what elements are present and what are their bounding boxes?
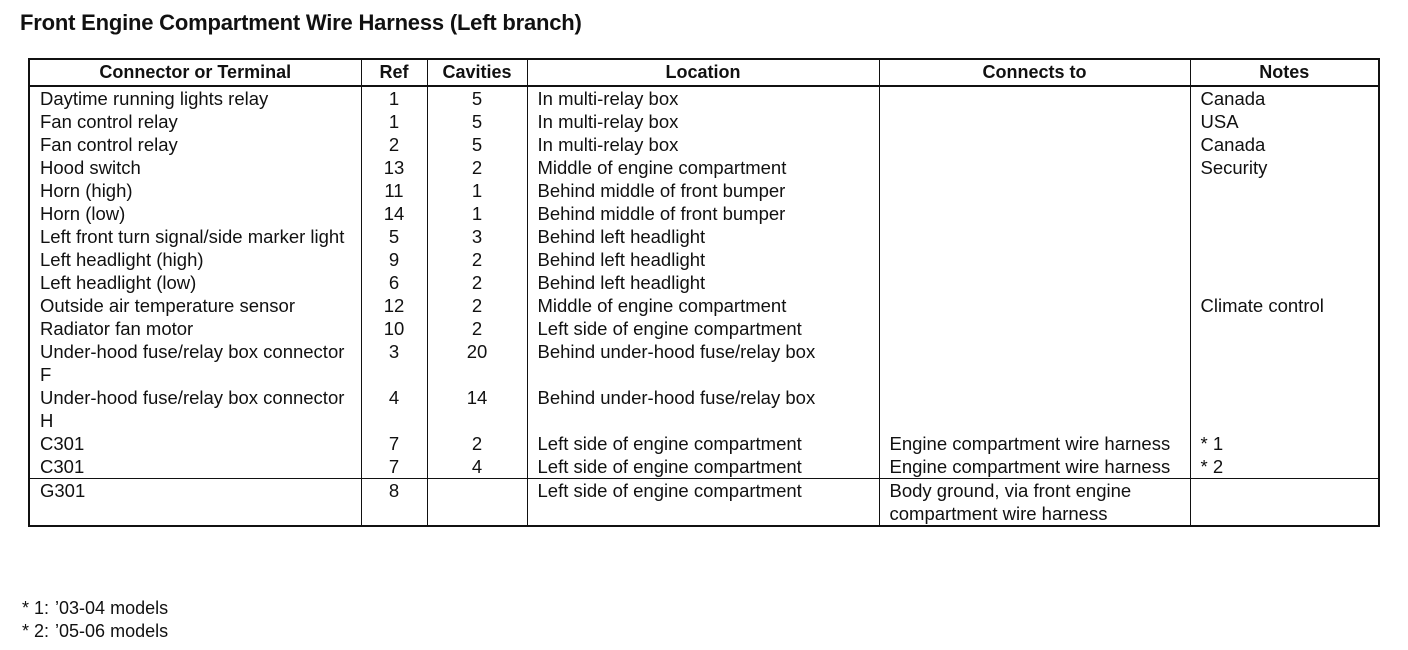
- table-row: [29, 248, 1379, 271]
- connects-to-cell: [879, 225, 1190, 248]
- connector-cell: Horn (high): [29, 179, 361, 202]
- page-title: Front Engine Compartment Wire Harness (Left branch): [20, 10, 582, 35]
- connects-to-cell: [879, 271, 1190, 294]
- notes-cell: Climate control: [1190, 294, 1379, 317]
- table-row: [29, 110, 1379, 133]
- ref-cell: 1: [361, 86, 427, 110]
- location-cell: Middle of engine compartment: [527, 156, 879, 179]
- ref-cell: 13: [361, 156, 427, 179]
- location-cell: Behind left headlight: [527, 248, 879, 271]
- cavities-cell: 2: [427, 317, 527, 340]
- connects-to-cell: [879, 86, 1190, 110]
- notes-cell: [1190, 248, 1379, 271]
- connector-cell: Hood switch: [29, 156, 361, 179]
- table-row: [29, 271, 1379, 294]
- connects-to-cell: Engine compartment wire harness: [879, 432, 1190, 455]
- connects-to-cell: [879, 340, 1190, 386]
- table-row: [29, 479, 1379, 527]
- table-row: [29, 179, 1379, 202]
- connector-cell: Outside air temperature sensor: [29, 294, 361, 317]
- connects-to-cell: [879, 294, 1190, 317]
- footnote-mark: * 1:: [22, 598, 50, 618]
- location-cell: Behind middle of front bumper: [527, 202, 879, 225]
- cavities-cell: 20: [427, 340, 527, 386]
- location-cell: Behind middle of front bumper: [527, 179, 879, 202]
- ref-cell: 4: [361, 386, 427, 432]
- cavities-cell: 5: [427, 110, 527, 133]
- cavities-cell: 5: [427, 133, 527, 156]
- table-row: [29, 294, 1379, 317]
- location-cell: Left side of engine compartment: [527, 432, 879, 455]
- column-header-connects-to: Connects to: [879, 59, 1190, 86]
- connects-to-cell: [879, 179, 1190, 202]
- ref-cell: 9: [361, 248, 427, 271]
- connector-cell: Left headlight (high): [29, 248, 361, 271]
- ref-cell: 2: [361, 133, 427, 156]
- footnote-text: ’03-04 models: [55, 598, 169, 618]
- notes-cell: * 1: [1190, 432, 1379, 455]
- connector-cell: Under-hood fuse/relay box connector F: [29, 340, 361, 386]
- cavities-cell: 5: [427, 86, 527, 110]
- location-cell: Behind under-hood fuse/relay box: [527, 340, 879, 386]
- footnote: [22, 597, 168, 620]
- notes-cell: [1190, 386, 1379, 432]
- column-header-notes: Notes: [1190, 59, 1379, 86]
- connector-cell: Fan control relay: [29, 133, 361, 156]
- connects-to-cell: Body ground, via front engine compartment wire harness: [879, 479, 1190, 527]
- cavities-cell: 2: [427, 248, 527, 271]
- notes-cell: Security: [1190, 156, 1379, 179]
- table-row: [29, 386, 1379, 432]
- notes-cell: Canada: [1190, 133, 1379, 156]
- table-row: [29, 340, 1379, 386]
- connector-cell: Horn (low): [29, 202, 361, 225]
- notes-cell: * 2: [1190, 455, 1379, 479]
- footnote: [22, 620, 168, 643]
- location-cell: Behind left headlight: [527, 271, 879, 294]
- footnote-mark: * 2:: [22, 621, 50, 641]
- cavities-cell: 3: [427, 225, 527, 248]
- cavities-cell: 14: [427, 386, 527, 432]
- connects-to-cell: [879, 110, 1190, 133]
- connects-to-cell: [879, 156, 1190, 179]
- column-header-ref: Ref: [361, 59, 427, 86]
- connector-cell: Left headlight (low): [29, 271, 361, 294]
- connector-cell: C301: [29, 432, 361, 455]
- harness-table-container: [28, 58, 1378, 527]
- notes-cell: [1190, 202, 1379, 225]
- connector-cell: C301: [29, 455, 361, 479]
- notes-cell: USA: [1190, 110, 1379, 133]
- ref-cell: 10: [361, 317, 427, 340]
- location-cell: Behind under-hood fuse/relay box: [527, 386, 879, 432]
- cavities-cell: 1: [427, 179, 527, 202]
- notes-cell: Canada: [1190, 86, 1379, 110]
- connects-to-cell: [879, 248, 1190, 271]
- cavities-cell: 2: [427, 271, 527, 294]
- ref-cell: 3: [361, 340, 427, 386]
- location-cell: In multi-relay box: [527, 110, 879, 133]
- location-cell: In multi-relay box: [527, 133, 879, 156]
- table-row: [29, 225, 1379, 248]
- table-row: [29, 202, 1379, 225]
- notes-cell: [1190, 271, 1379, 294]
- table-header-row: [29, 59, 1379, 86]
- column-header-location: Location: [527, 59, 879, 86]
- connects-to-cell: [879, 317, 1190, 340]
- connects-to-cell: [879, 386, 1190, 432]
- location-cell: Left side of engine compartment: [527, 317, 879, 340]
- table-row: [29, 432, 1379, 455]
- table-body: [29, 86, 1379, 526]
- table-row: [29, 133, 1379, 156]
- location-cell: Left side of engine compartment: [527, 455, 879, 479]
- column-header-cavities: Cavities: [427, 59, 527, 86]
- connector-cell: Radiator fan motor: [29, 317, 361, 340]
- ref-cell: 5: [361, 225, 427, 248]
- cavities-cell: [427, 479, 527, 527]
- ref-cell: 14: [361, 202, 427, 225]
- ref-cell: 8: [361, 479, 427, 527]
- connects-to-cell: Engine compartment wire harness: [879, 455, 1190, 479]
- column-header-connector: Connector or Terminal: [29, 59, 361, 86]
- cavities-cell: 1: [427, 202, 527, 225]
- location-cell: Middle of engine compartment: [527, 294, 879, 317]
- cavities-cell: 2: [427, 432, 527, 455]
- cavities-cell: 2: [427, 156, 527, 179]
- connector-cell: Daytime running lights relay: [29, 86, 361, 110]
- table-row: [29, 455, 1379, 479]
- connects-to-cell: [879, 133, 1190, 156]
- notes-cell: [1190, 340, 1379, 386]
- notes-cell: [1190, 225, 1379, 248]
- footnote-text: ’05-06 models: [55, 621, 169, 641]
- connects-to-cell: [879, 202, 1190, 225]
- table-row: [29, 317, 1379, 340]
- ref-cell: 6: [361, 271, 427, 294]
- ref-cell: 12: [361, 294, 427, 317]
- connector-cell: G301: [29, 479, 361, 527]
- footnotes: [22, 597, 168, 643]
- ref-cell: 7: [361, 432, 427, 455]
- notes-cell: [1190, 479, 1379, 527]
- table-row: [29, 156, 1379, 179]
- connector-cell: Under-hood fuse/relay box connector H: [29, 386, 361, 432]
- notes-cell: [1190, 179, 1379, 202]
- connector-cell: Left front turn signal/side marker light: [29, 225, 361, 248]
- ref-cell: 1: [361, 110, 427, 133]
- table-row: [29, 86, 1379, 110]
- connector-cell: Fan control relay: [29, 110, 361, 133]
- cavities-cell: 2: [427, 294, 527, 317]
- ref-cell: 11: [361, 179, 427, 202]
- ref-cell: 7: [361, 455, 427, 479]
- location-cell: Behind left headlight: [527, 225, 879, 248]
- notes-cell: [1190, 317, 1379, 340]
- cavities-cell: 4: [427, 455, 527, 479]
- harness-table: [28, 58, 1380, 527]
- location-cell: Left side of engine compartment: [527, 479, 879, 527]
- location-cell: In multi-relay box: [527, 86, 879, 110]
